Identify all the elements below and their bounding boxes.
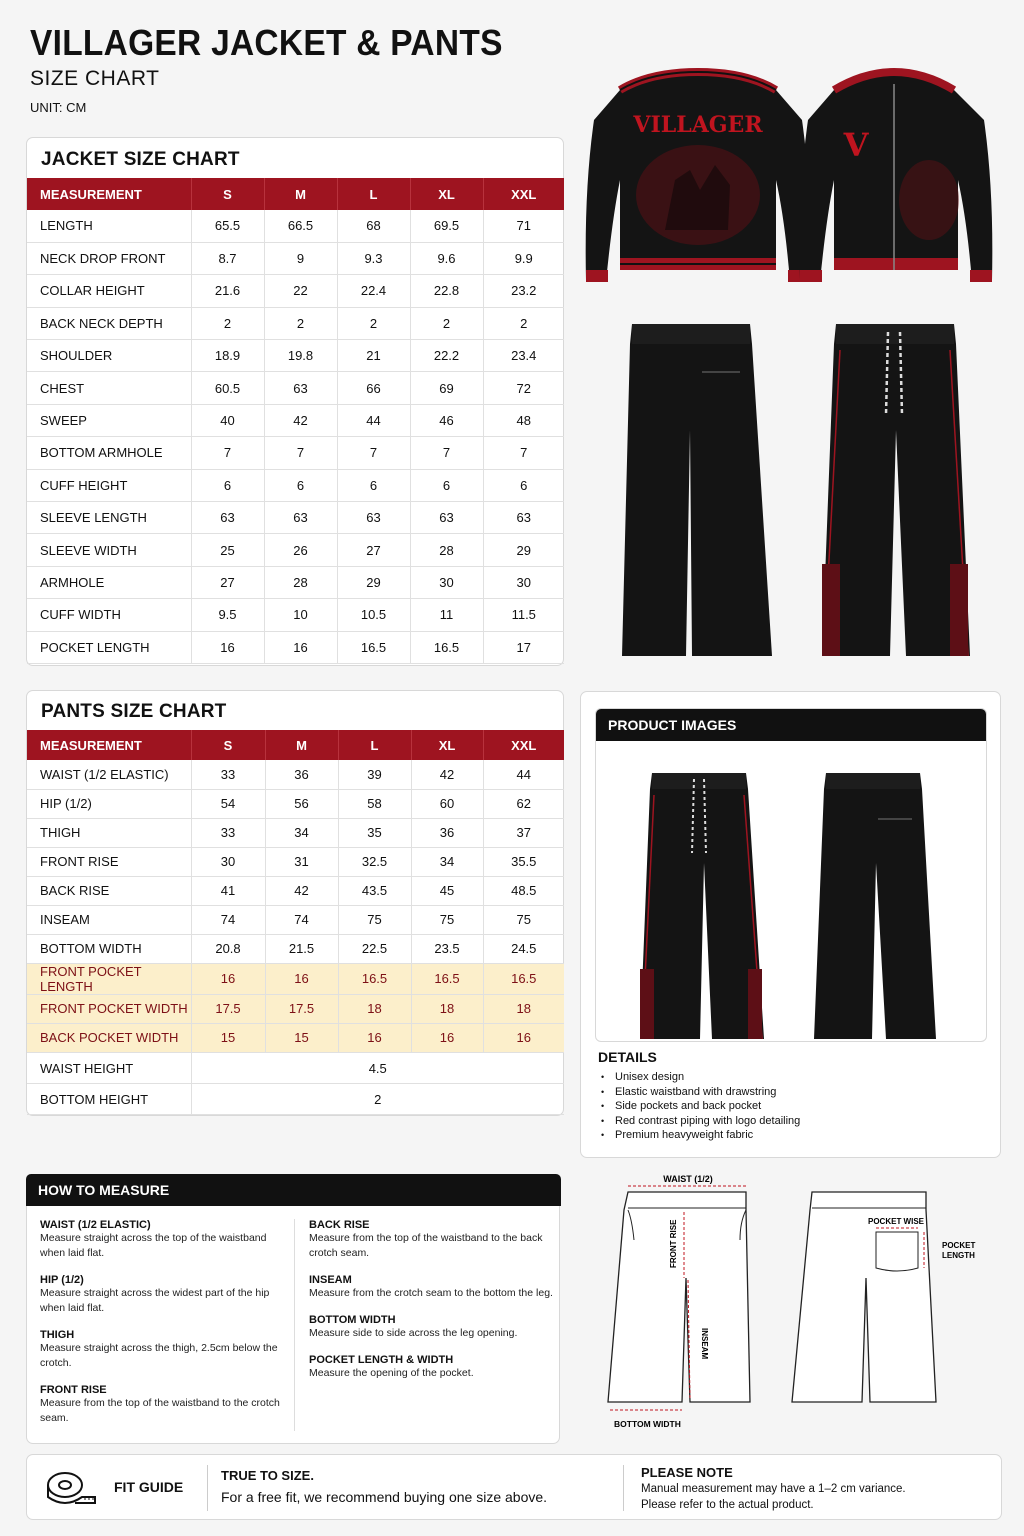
diagram-waist-label: WAIST (1/2) bbox=[663, 1174, 713, 1184]
size-value: 44 bbox=[483, 760, 564, 789]
size-value: 48 bbox=[483, 404, 564, 436]
size-value: 71 bbox=[483, 210, 564, 242]
size-value: 16 bbox=[265, 963, 338, 994]
size-value: 22.8 bbox=[410, 275, 483, 307]
size-value: 22.5 bbox=[338, 934, 411, 963]
pants-row bbox=[27, 994, 564, 1023]
pants-back-image bbox=[622, 324, 772, 656]
measurement-name: BOTTOM ARMHOLE bbox=[27, 437, 191, 469]
size-value: 66 bbox=[337, 372, 410, 404]
pants-row bbox=[27, 760, 564, 789]
size-value: 16 bbox=[191, 963, 265, 994]
measurement-name: CHEST bbox=[27, 372, 191, 404]
jacket-header-3: L bbox=[337, 178, 410, 210]
measurement-name: FRONT POCKET LENGTH bbox=[27, 963, 191, 994]
pants-row bbox=[27, 905, 564, 934]
size-value: 9 bbox=[264, 242, 337, 274]
size-value: 23.4 bbox=[483, 340, 564, 372]
measurement-name: SLEEVE LENGTH bbox=[27, 502, 191, 534]
size-value: 20.8 bbox=[191, 934, 265, 963]
fit-guide-label: FIT GUIDE bbox=[114, 1479, 184, 1495]
detail-item: • Unisex design bbox=[601, 1070, 800, 1085]
jacket-front-logo: V bbox=[843, 126, 869, 164]
size-value: 16.5 bbox=[338, 963, 411, 994]
size-value: 37 bbox=[483, 818, 564, 847]
size-value: 16 bbox=[338, 1023, 411, 1052]
measurement-name: NECK DROP FRONT bbox=[27, 242, 191, 274]
pants-row bbox=[27, 1023, 564, 1052]
jacket-row bbox=[27, 534, 564, 566]
size-value: 21.5 bbox=[265, 934, 338, 963]
diagram-front-shorts bbox=[608, 1174, 750, 1429]
measurement-name: SLEEVE WIDTH bbox=[27, 534, 191, 566]
product-pants-back-image bbox=[814, 773, 936, 1039]
measure-text: Measure straight across the widest part of the hip when laid flat. bbox=[40, 1287, 270, 1314]
measure-heading: INSEAM bbox=[309, 1274, 352, 1286]
fit-recommendation: For a free fit, we recommend buying one size above. bbox=[221, 1489, 548, 1505]
size-value-all: 4.5 bbox=[191, 1053, 564, 1084]
size-value: 22.2 bbox=[410, 340, 483, 372]
pants-size-table bbox=[27, 730, 564, 1115]
size-value: 21.6 bbox=[191, 275, 264, 307]
size-value: 66.5 bbox=[264, 210, 337, 242]
size-value: 24.5 bbox=[483, 934, 564, 963]
pants-row bbox=[27, 963, 564, 994]
size-value: 33 bbox=[191, 818, 265, 847]
size-value: 10.5 bbox=[337, 599, 410, 631]
measure-heading: THIGH bbox=[40, 1329, 75, 1341]
size-value: 18.9 bbox=[191, 340, 264, 372]
size-value: 9.9 bbox=[483, 242, 564, 274]
size-value: 17.5 bbox=[265, 994, 338, 1023]
pants-header-2: M bbox=[265, 730, 338, 760]
product-illustrations bbox=[580, 60, 1010, 670]
measurement-name: CUFF WIDTH bbox=[27, 599, 191, 631]
size-value: 16 bbox=[483, 1023, 564, 1052]
pants-size-card bbox=[26, 690, 564, 1116]
size-value: 75 bbox=[338, 905, 411, 934]
size-value: 16.5 bbox=[337, 631, 410, 663]
measure-heading: HIP (1/2) bbox=[40, 1274, 84, 1286]
size-value: 9.6 bbox=[410, 242, 483, 274]
size-value: 2 bbox=[410, 307, 483, 339]
measure-text: Measure straight across the top of the waistband when laid flat. bbox=[40, 1232, 267, 1259]
measurement-name: BACK POCKET WIDTH bbox=[27, 1023, 191, 1052]
size-value: 60.5 bbox=[191, 372, 264, 404]
pants-front-image bbox=[822, 324, 970, 656]
jacket-row bbox=[27, 566, 564, 598]
diagram-bottom-width-label: BOTTOM WIDTH bbox=[614, 1419, 681, 1429]
size-value: 11.5 bbox=[483, 599, 564, 631]
fit-divider-1 bbox=[207, 1465, 208, 1511]
size-value: 9.3 bbox=[337, 242, 410, 274]
size-value: 75 bbox=[411, 905, 483, 934]
unit-label: UNIT: CM bbox=[30, 100, 87, 115]
measurement-name: SHOULDER bbox=[27, 340, 191, 372]
measurement-name: HIP (1/2) bbox=[27, 789, 191, 818]
measurement-name: BOTTOM WIDTH bbox=[27, 934, 191, 963]
pants-row bbox=[27, 818, 564, 847]
size-value: 7 bbox=[264, 437, 337, 469]
diagram-pocket-length-label-2: LENGTH bbox=[942, 1251, 975, 1260]
pants-row bbox=[27, 876, 564, 905]
measurement-name: WAIST (1/2 ELASTIC) bbox=[27, 760, 191, 789]
size-value: 36 bbox=[411, 818, 483, 847]
true-to-size-text: TRUE TO SIZE. bbox=[221, 1468, 314, 1483]
size-value: 16.5 bbox=[483, 963, 564, 994]
size-value: 46 bbox=[410, 404, 483, 436]
measurement-name: CUFF HEIGHT bbox=[27, 469, 191, 501]
size-value: 63 bbox=[410, 502, 483, 534]
measure-text: Measure from the top of the waistband to the back crotch seam. bbox=[309, 1232, 543, 1259]
measurement-name: LENGTH bbox=[27, 210, 191, 242]
size-value-all: 2 bbox=[191, 1084, 564, 1115]
size-value: 28 bbox=[410, 534, 483, 566]
size-value: 30 bbox=[483, 566, 564, 598]
size-value: 19.8 bbox=[264, 340, 337, 372]
size-value: 54 bbox=[191, 789, 265, 818]
size-value: 40 bbox=[191, 404, 264, 436]
measurement-name: BACK RISE bbox=[27, 876, 191, 905]
fit-guide-footer bbox=[26, 1454, 1002, 1520]
measure-heading: WAIST (1/2 ELASTIC) bbox=[40, 1219, 151, 1231]
measurement-name: COLLAR HEIGHT bbox=[27, 275, 191, 307]
size-value: 29 bbox=[337, 566, 410, 598]
detail-item: • Elastic waistband with drawstring bbox=[601, 1085, 800, 1100]
size-value: 28 bbox=[264, 566, 337, 598]
size-value: 17 bbox=[483, 631, 564, 663]
size-value: 7 bbox=[337, 437, 410, 469]
jacket-header-4: XL bbox=[410, 178, 483, 210]
jacket-header-5: XXL bbox=[483, 178, 564, 210]
product-pants-images bbox=[596, 743, 986, 1041]
product-images-title: PRODUCT IMAGES bbox=[596, 709, 986, 741]
pants-row bbox=[27, 789, 564, 818]
size-value: 18 bbox=[411, 994, 483, 1023]
size-value: 63 bbox=[191, 502, 264, 534]
size-value: 63 bbox=[483, 502, 564, 534]
pants-header-4: XL bbox=[411, 730, 483, 760]
measurement-name: BACK NECK DEPTH bbox=[27, 307, 191, 339]
size-value: 16 bbox=[191, 631, 264, 663]
jacket-row bbox=[27, 340, 564, 372]
jacket-row bbox=[27, 404, 564, 436]
pants-header-3: L bbox=[338, 730, 411, 760]
size-value: 23.5 bbox=[411, 934, 483, 963]
size-value: 39 bbox=[338, 760, 411, 789]
measurement-name: BOTTOM HEIGHT bbox=[27, 1084, 191, 1115]
size-value: 34 bbox=[265, 818, 338, 847]
size-value: 63 bbox=[264, 372, 337, 404]
jacket-row bbox=[27, 437, 564, 469]
size-value: 35 bbox=[338, 818, 411, 847]
size-value: 18 bbox=[483, 994, 564, 1023]
size-value: 30 bbox=[191, 847, 265, 876]
size-value: 34 bbox=[411, 847, 483, 876]
size-value: 58 bbox=[338, 789, 411, 818]
diagram-inseam-label: INSEAM bbox=[700, 1328, 709, 1360]
product-images-card bbox=[580, 691, 1001, 1158]
measure-heading: FRONT RISE bbox=[40, 1384, 107, 1396]
size-value: 26 bbox=[264, 534, 337, 566]
measurement-name: FRONT POCKET WIDTH bbox=[27, 994, 191, 1023]
measurement-name: THIGH bbox=[27, 818, 191, 847]
size-value: 65.5 bbox=[191, 210, 264, 242]
size-value: 41 bbox=[191, 876, 265, 905]
size-value: 62 bbox=[483, 789, 564, 818]
size-value: 22.4 bbox=[337, 275, 410, 307]
size-value: 6 bbox=[191, 469, 264, 501]
pants-row bbox=[27, 847, 564, 876]
size-value: 27 bbox=[191, 566, 264, 598]
size-value: 72 bbox=[483, 372, 564, 404]
size-value: 7 bbox=[410, 437, 483, 469]
size-value: 16 bbox=[411, 1023, 483, 1052]
size-value: 36 bbox=[265, 760, 338, 789]
measurement-name: INSEAM bbox=[27, 905, 191, 934]
size-value: 74 bbox=[265, 905, 338, 934]
size-value: 60 bbox=[411, 789, 483, 818]
fit-divider-2 bbox=[623, 1465, 624, 1511]
size-value: 23.2 bbox=[483, 275, 564, 307]
measurement-name: ARMHOLE bbox=[27, 566, 191, 598]
note-refer: Please refer to the actual product. bbox=[641, 1499, 814, 1511]
size-value: 31 bbox=[265, 847, 338, 876]
details-list bbox=[601, 1070, 800, 1143]
measurement-name: SWEEP bbox=[27, 404, 191, 436]
size-value: 32.5 bbox=[338, 847, 411, 876]
detail-item: • Side pockets and back pocket bbox=[601, 1099, 800, 1114]
size-value: 43.5 bbox=[338, 876, 411, 905]
jacket-row bbox=[27, 275, 564, 307]
size-value: 8.7 bbox=[191, 242, 264, 274]
jacket-row bbox=[27, 210, 564, 242]
jacket-row bbox=[27, 307, 564, 339]
product-pants-front-image bbox=[640, 773, 764, 1039]
size-value: 42 bbox=[264, 404, 337, 436]
how-to-measure-card bbox=[26, 1174, 560, 1444]
pants-merged-row bbox=[27, 1084, 564, 1115]
how-right-column bbox=[309, 1219, 559, 1394]
measure-heading: BACK RISE bbox=[309, 1219, 370, 1231]
size-value: 48.5 bbox=[483, 876, 564, 905]
jacket-size-table bbox=[27, 178, 564, 664]
measure-heading: BOTTOM WIDTH bbox=[309, 1314, 396, 1326]
size-value: 42 bbox=[265, 876, 338, 905]
size-value: 16 bbox=[264, 631, 337, 663]
measure-text: Measure the opening of the pocket. bbox=[309, 1367, 474, 1379]
size-value: 16.5 bbox=[411, 963, 483, 994]
measurement-name: FRONT RISE bbox=[27, 847, 191, 876]
tape-measure-icon bbox=[45, 1469, 97, 1507]
page-title: VILLAGER JACKET & PANTS bbox=[30, 22, 503, 63]
product-images-frame bbox=[595, 708, 987, 1042]
how-to-measure-title: HOW TO MEASURE bbox=[26, 1174, 561, 1206]
size-value: 2 bbox=[191, 307, 264, 339]
size-value: 16.5 bbox=[410, 631, 483, 663]
jacket-size-card bbox=[26, 137, 564, 666]
details-title: DETAILS bbox=[598, 1049, 657, 1065]
pants-row bbox=[27, 934, 564, 963]
size-value: 68 bbox=[337, 210, 410, 242]
please-note-title: PLEASE NOTE bbox=[641, 1465, 733, 1480]
size-value: 6 bbox=[483, 469, 564, 501]
jacket-row bbox=[27, 631, 564, 663]
measure-text: Measure from the top of the waistband to the crotch seam. bbox=[40, 1397, 280, 1424]
size-value: 7 bbox=[483, 437, 564, 469]
jacket-row bbox=[27, 599, 564, 631]
jacket-header-1: S bbox=[191, 178, 264, 210]
size-value: 6 bbox=[410, 469, 483, 501]
measurement-name: WAIST HEIGHT bbox=[27, 1053, 191, 1084]
size-value: 69 bbox=[410, 372, 483, 404]
measure-text: Measure straight across the thigh, 2.5cm below the crotch. bbox=[40, 1342, 278, 1369]
jacket-row bbox=[27, 469, 564, 501]
size-value: 15 bbox=[191, 1023, 265, 1052]
size-value: 6 bbox=[337, 469, 410, 501]
size-value: 18 bbox=[338, 994, 411, 1023]
diagram-pocket-length-label-1: POCKET bbox=[942, 1241, 976, 1250]
jacket-header-0: MEASUREMENT bbox=[27, 178, 191, 210]
size-value: 2 bbox=[337, 307, 410, 339]
size-value: 7 bbox=[191, 437, 264, 469]
how-divider bbox=[294, 1219, 295, 1431]
diagram-pocket-wise-label: POCKET WISE bbox=[868, 1217, 925, 1226]
how-left-column bbox=[40, 1219, 290, 1439]
size-value: 56 bbox=[265, 789, 338, 818]
size-value: 21 bbox=[337, 340, 410, 372]
pants-merged-row bbox=[27, 1053, 564, 1084]
size-value: 35.5 bbox=[483, 847, 564, 876]
pants-header-1: S bbox=[191, 730, 265, 760]
size-value: 6 bbox=[264, 469, 337, 501]
measure-text: Measure side to side across the leg opening. bbox=[309, 1327, 518, 1339]
size-value: 15 bbox=[265, 1023, 338, 1052]
detail-item: • Red contrast piping with logo detailing bbox=[601, 1114, 800, 1129]
note-variance: Manual measurement may have a 1–2 cm variance. bbox=[641, 1483, 906, 1495]
size-value: 69.5 bbox=[410, 210, 483, 242]
page-subtitle: SIZE CHART bbox=[30, 67, 160, 90]
size-value: 75 bbox=[483, 905, 564, 934]
size-value: 45 bbox=[411, 876, 483, 905]
size-value: 10 bbox=[264, 599, 337, 631]
size-value: 11 bbox=[410, 599, 483, 631]
size-value: 2 bbox=[483, 307, 564, 339]
jacket-row bbox=[27, 242, 564, 274]
jacket-front-image bbox=[800, 72, 993, 282]
diagram-back-shorts bbox=[792, 1192, 975, 1402]
size-value: 44 bbox=[337, 404, 410, 436]
jacket-chart-title: JACKET SIZE CHART bbox=[41, 149, 240, 170]
measurement-diagram bbox=[580, 1170, 1010, 1440]
size-value: 25 bbox=[191, 534, 264, 566]
size-value: 63 bbox=[264, 502, 337, 534]
measure-text: Measure from the crotch seam to the bottom the leg. bbox=[309, 1287, 553, 1299]
size-value: 29 bbox=[483, 534, 564, 566]
jacket-row bbox=[27, 502, 564, 534]
jacket-back-logo: VILLAGER bbox=[633, 112, 763, 138]
size-value: 2 bbox=[264, 307, 337, 339]
jacket-header-2: M bbox=[264, 178, 337, 210]
pants-header-0: MEASUREMENT bbox=[27, 730, 191, 760]
measure-heading: POCKET LENGTH & WIDTH bbox=[309, 1354, 454, 1366]
size-value: 63 bbox=[337, 502, 410, 534]
pants-chart-title: PANTS SIZE CHART bbox=[41, 701, 227, 722]
size-value: 17.5 bbox=[191, 994, 265, 1023]
jacket-back-image bbox=[586, 72, 811, 282]
size-value: 42 bbox=[411, 760, 483, 789]
pants-header-5: XXL bbox=[483, 730, 564, 760]
measurement-name: POCKET LENGTH bbox=[27, 631, 191, 663]
size-value: 27 bbox=[337, 534, 410, 566]
size-value: 33 bbox=[191, 760, 265, 789]
detail-item: • Premium heavyweight fabric bbox=[601, 1128, 800, 1143]
size-value: 22 bbox=[264, 275, 337, 307]
size-value: 9.5 bbox=[191, 599, 264, 631]
size-value: 30 bbox=[410, 566, 483, 598]
size-value: 74 bbox=[191, 905, 265, 934]
diagram-front-rise-label: FRONT RISE bbox=[669, 1219, 678, 1268]
jacket-row bbox=[27, 372, 564, 404]
